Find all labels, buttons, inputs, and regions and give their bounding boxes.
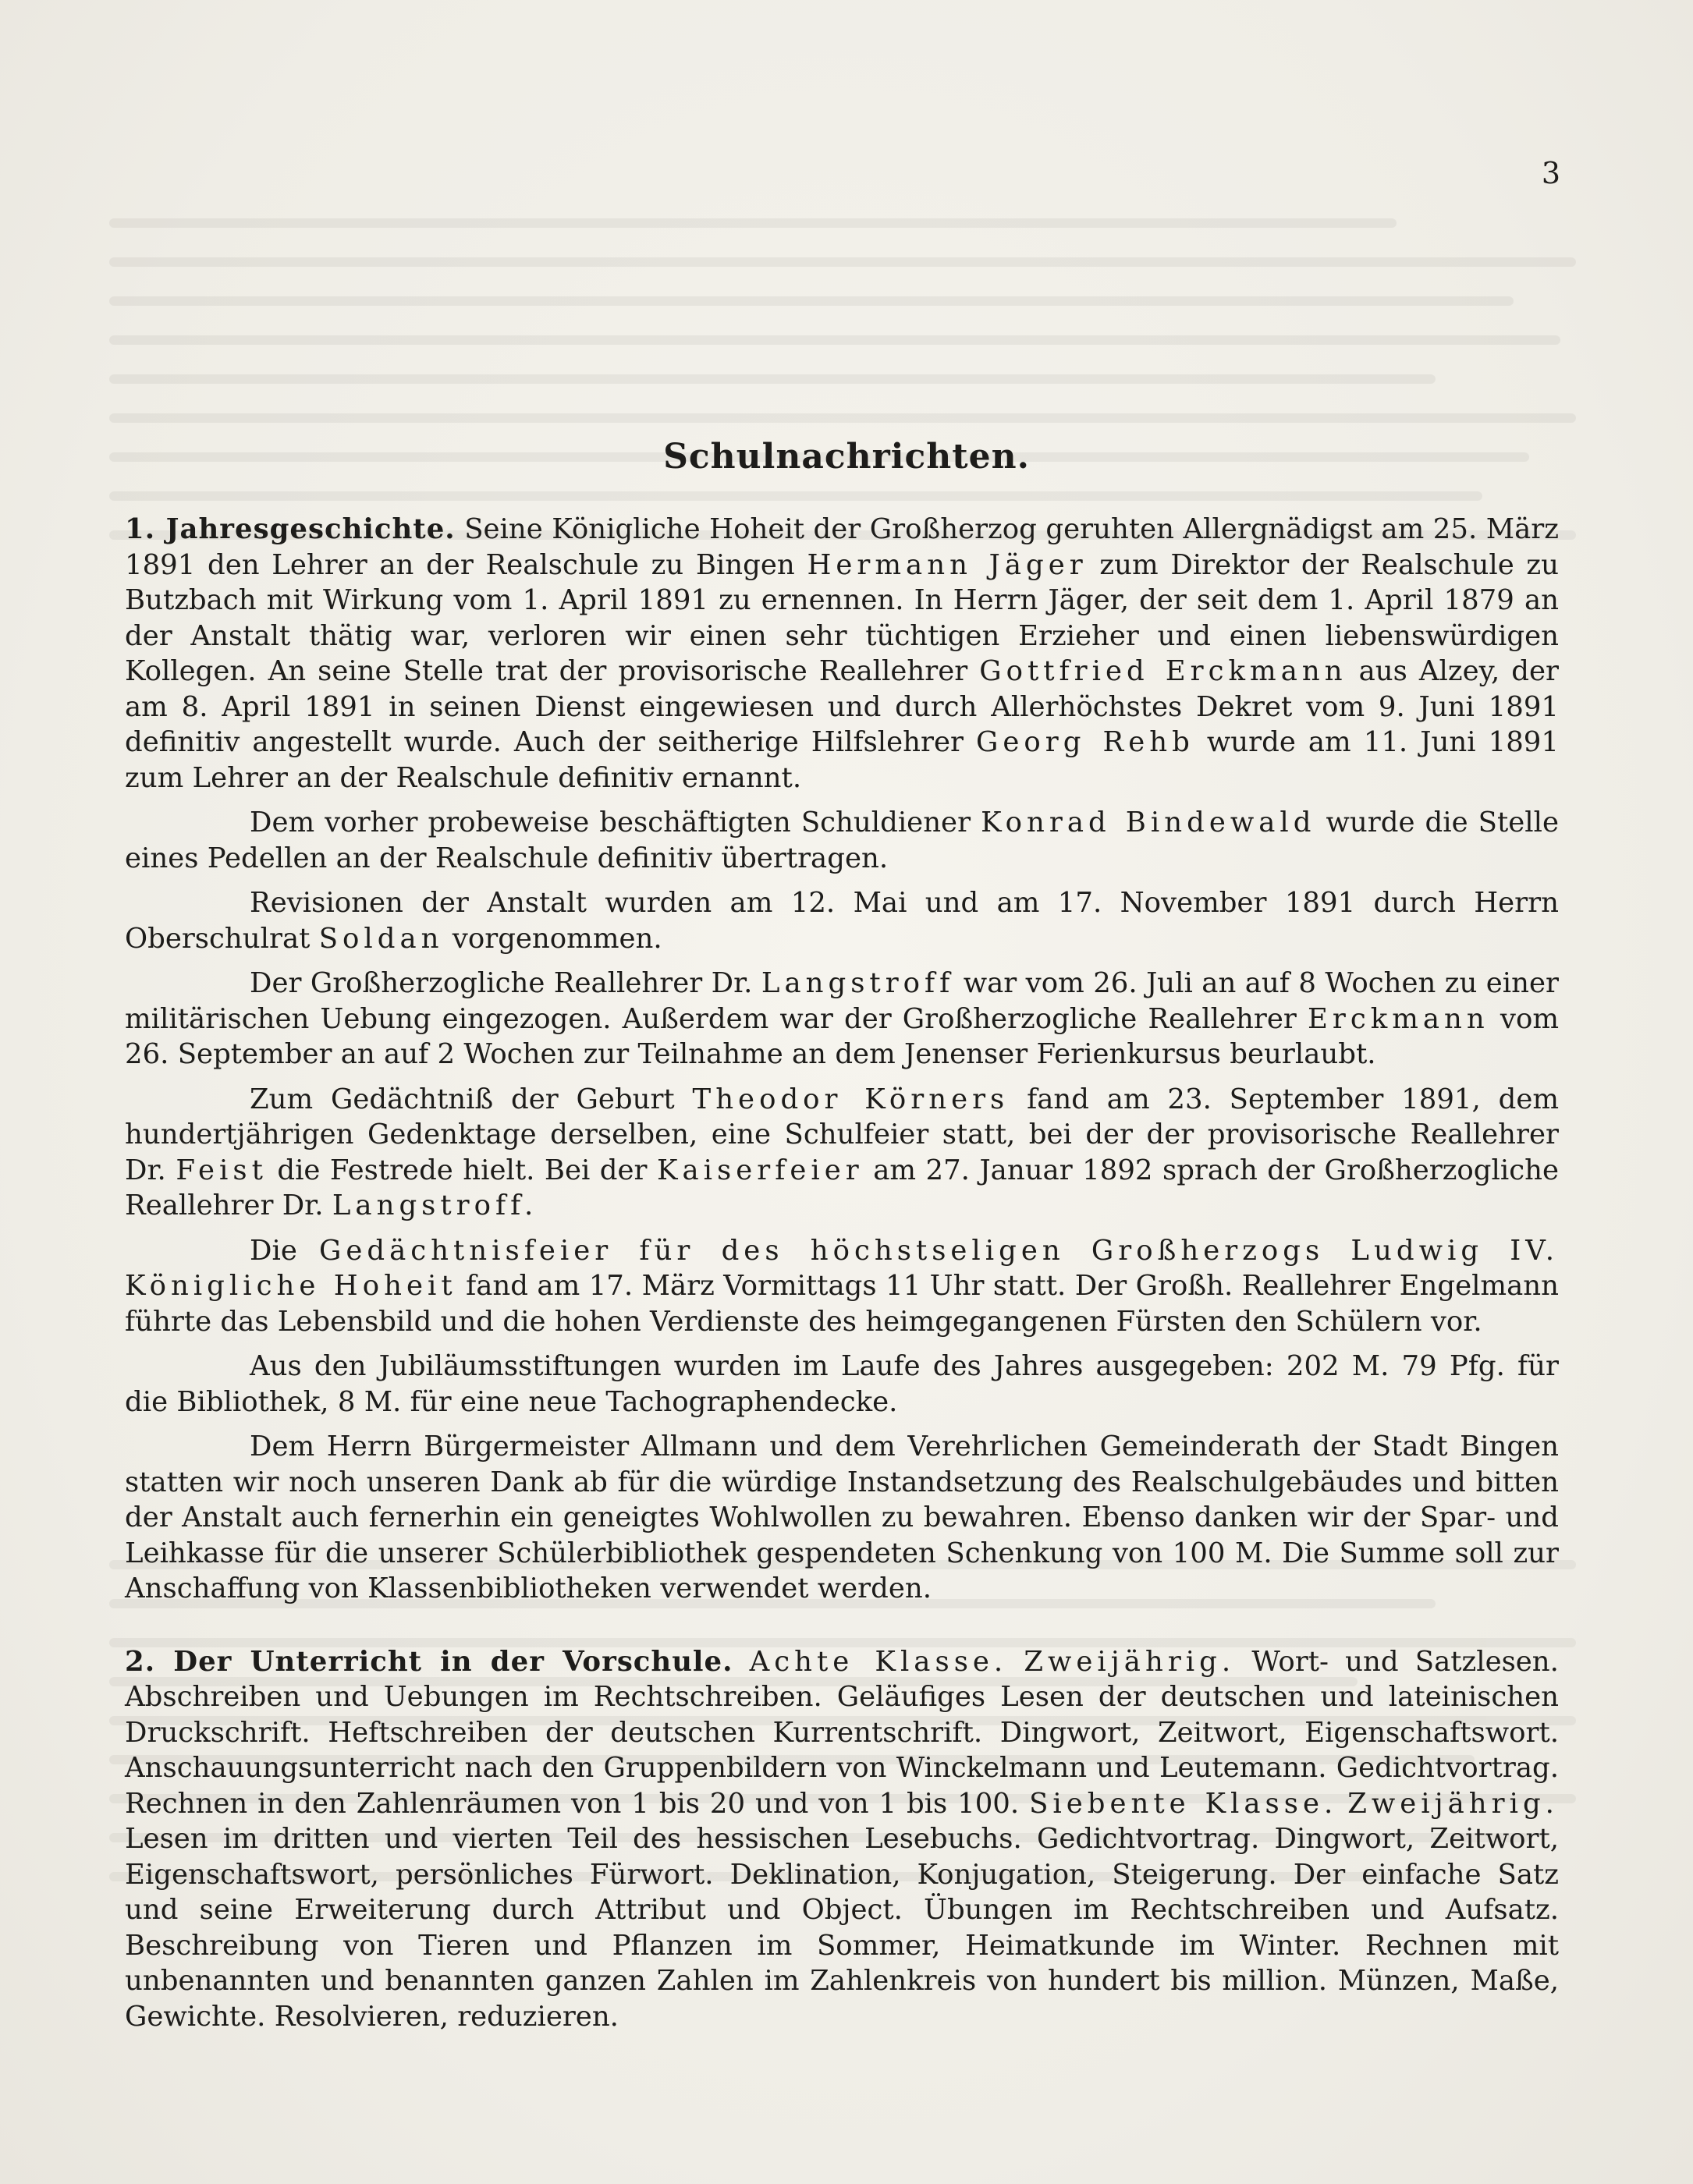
text-fragment: Lesen im dritten und vierten Teil des hessischen Lesebuchs. Gedichtvortrag. Dingwort, Zeitwort, Eigenschaftswort, persönliches Fürwort. Deklination, Konjugation, Steigerung. Der einfache Satz und seine Erweiterung durch Attribut und Object. Übungen im Rechtschreiben und Aufsatz. Beschreibung von Tieren und Pflanzen im Sommer, Heimatkunde im Winter. Rechnen mit unbenannten und benannten ganzen Zahlen im Zahlenkreis von hundert bis million. Münzen, Maße, Gewichte. Resolvieren, reduzieren.: [125, 1823, 1559, 2033]
class-duration: Zweijährig.: [1024, 1645, 1236, 1678]
paragraph-thanks: Dem Herrn Bürgermeister Allmann und dem Verehrlichen Gemeinderath der Stadt Bingen statten wir noch unseren Dank ab für die würdige Instandsetzung des Realschulgebäudes und bitten der Anstalt auch fernerhin ein geneigtes Wohlwollen zu bewahren. Ebenso danken wir der Spar- und Leihkasse für die unserer Schülerbibliothek gespendeten Schenkung von 100 M. Die Summe soll zur Anschaffung von Klassenbibliotheken verwendet werden.: [125, 1431, 1559, 1604]
text-fragment: am 27. Januar 1892 sprach der Großherzogliche Reallehrer Dr.: [125, 1154, 1559, 1221]
class-label: Siebente Klasse.: [1029, 1787, 1338, 1820]
text-fragment: Der Großherzogliche Reallehrer Dr.: [250, 967, 753, 999]
paragraph-memorial: [125, 1233, 1559, 1340]
paragraph-appointment: [125, 512, 1559, 796]
body-text: [125, 512, 1559, 2044]
text-fragment: fand am 17. März Vormittags 11 Uhr statt. Der Großh. Reallehrer Engelmann führte das Lebensbild und die hohen Verdienste des heimgegangenen Fürsten den Schülern vor.: [125, 1270, 1559, 1338]
person-name: Langstroff.: [332, 1190, 538, 1221]
person-name: Theodor Körners: [692, 1083, 1010, 1115]
page-title: Schulnachrichten.: [663, 437, 1030, 477]
text-fragment: Seine Königliche Hoheit der Großherzog geruhten Allergnädigst am 25. März 1891 den Lehrer an der Realschule zu Bingen: [125, 513, 1559, 581]
paragraph-revisions: [125, 885, 1559, 956]
text-fragment: fand am 23. September 1891, dem hundertjährigen Gedenktage derselben, eine Schulfeier statt, bei der der provisorische Reallehrer Dr.: [125, 1083, 1559, 1186]
person-name: Konrad Bindewald: [981, 807, 1316, 838]
text-fragment: zum Direktor der Realschule zu Butzbach mit Wirkung vom 1. April 1891 zu ernennen. In Herrn Jäger, der seit dem 1. April 1879 an der Anstalt thätig war, verloren wir einen sehr tüchtigen Erzieher und einen liebenswürdigen Kollegen. An seine Stelle trat der provisorische Reallehrer: [125, 548, 1559, 687]
text-fragment: Die: [250, 1234, 297, 1267]
person-name: Erckmann: [1307, 1002, 1489, 1035]
event-name: Gedächtnisfeier für des höchstseligen Großherzogs Ludwig IV. Königliche Hoheit: [125, 1234, 1559, 1302]
text-fragment: Zum Gedächtniß der Geburt: [250, 1083, 675, 1115]
person-name: Georg Rehb: [976, 726, 1194, 758]
paragraph-leave: [125, 966, 1559, 1072]
text-fragment: wurde die Stelle eines Pedellen an der Realschule definitiv übertragen.: [125, 807, 1559, 874]
text-fragment: die Festrede hielt. Bei der: [277, 1154, 648, 1186]
text-fragment: vorgenommen.: [452, 922, 662, 955]
text-fragment: Wort- und Satzlesen. Abschreiben und Uebungen im Rechtschreiben. Geläufiges Lesen der deutschen und lateinischen Druckschrift. Heftschreiben der deutschen Kurrentschrift. Dingwort, Zeitwort, Eigenschaftswort. Anschauungsunterricht nach den Gruppenbildern von Winckelmann und Leutemann. Gedichtvortrag. Rechnen in den Zahlenräumen von 1 bis 20 und von 1 bis 100.: [125, 1645, 1559, 1820]
paragraph-pedell: [125, 805, 1559, 876]
person-name: Langstroff: [761, 967, 955, 999]
text-fragment: wurde am 11. Juni 1891 zum Lehrer an der Realschule definitiv ernannt.: [125, 726, 1559, 794]
class-duration: Zweijährig.: [1347, 1787, 1559, 1820]
person-name: Gottfried Erckmann: [979, 655, 1347, 687]
person-name: Feist: [176, 1154, 268, 1186]
person-name: Hermann Jäger: [807, 548, 1088, 581]
paragraph-jubilee-funds: Aus den Jubiläumsstiftungen wurden im Laufe des Jahres ausgegeben: 202 M. 79 Pfg. für die Bibliothek, 8 M. für eine neue Tachographendecke.: [125, 1350, 1559, 1418]
page-number: 3: [1541, 156, 1560, 190]
section-heading-jahresgeschichte: 1. Jahresgeschichte.: [125, 513, 456, 545]
person-name: Soldan: [318, 922, 444, 955]
text-fragment: Dem vorher probeweise beschäftigten Schuldiener: [250, 807, 971, 838]
event-name: Kaiserfeier: [657, 1154, 864, 1186]
section-heading-vorschule: 2. Der Unterricht in der Vorschule.: [125, 1645, 733, 1678]
text-fragment: aus Alzey, der am 8. April 1891 in seinen Dienst eingewiesen und durch Allerhöchstes Dekret vom 9. Juni 1891 definitiv angestellt wurde. Auch der seitherige Hilfslehrer: [125, 655, 1559, 758]
paragraph-koerner: [125, 1082, 1559, 1224]
class-label: Achte Klasse.: [749, 1645, 1008, 1678]
text-fragment: vom 26. September an auf 2 Wochen zur Teilnahme an dem Jenenser Ferienkursus beurlaubt.: [125, 1002, 1559, 1070]
text-fragment: Revisionen der Anstalt wurden am 12. Mai und am 17. November 1891 durch Herrn Oberschulrat: [125, 887, 1559, 955]
text-fragment: war vom 26. Juli an auf 8 Wochen zu einer militärischen Uebung eingezogen. Außerdem war der Großherzogliche Reallehrer: [125, 967, 1559, 1035]
paragraph-vorschule: [125, 1644, 1559, 2035]
